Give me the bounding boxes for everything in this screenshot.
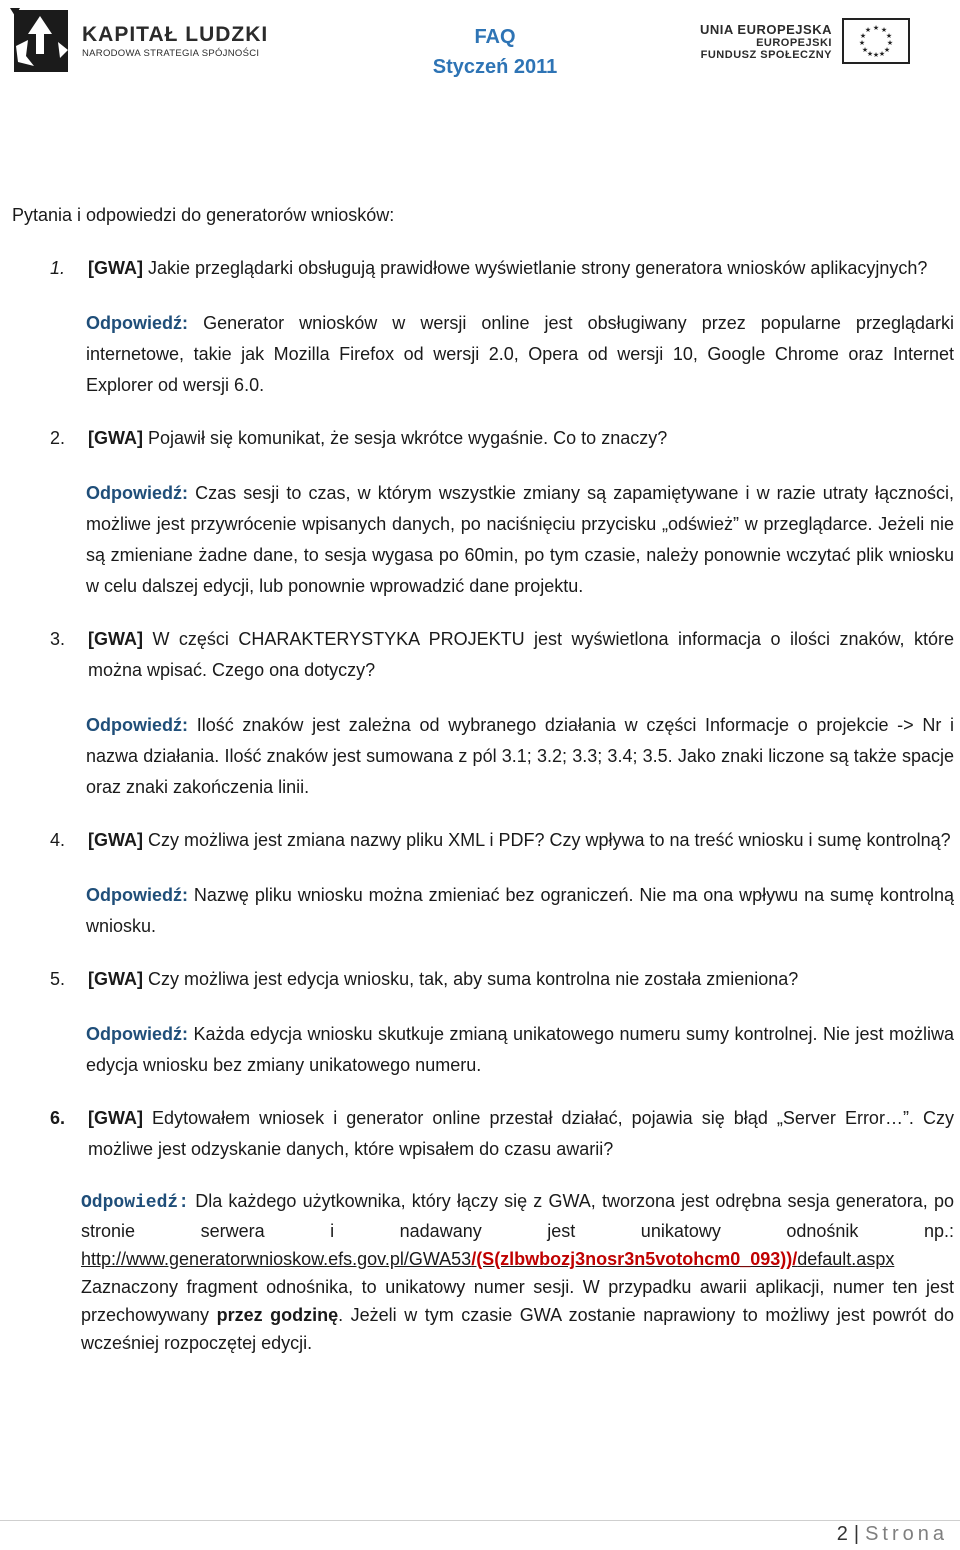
svg-text:★: ★ — [858, 39, 866, 47]
kapital-ludzki-title: KAPITAŁ LUDZKI — [82, 23, 269, 46]
eu-logo-line3: FUNDUSZ SPOŁECZNY — [700, 48, 832, 61]
url-session-id: /(S(zlbwbozj3nosr3n5votohcm0_093))/ — [471, 1249, 798, 1269]
svg-text:★: ★ — [872, 51, 880, 59]
url-start: http://www.generatorwnioskow.efs.gov.pl/GWA53 — [81, 1249, 472, 1269]
faq-title: FAQ — [474, 26, 516, 48]
gwa-tag: [GWA] — [88, 629, 143, 649]
page-word: Strona — [865, 1523, 948, 1545]
answer-4 — [86, 880, 954, 942]
question-3 — [12, 624, 954, 686]
question-text: Edytowałem wniosek i generator online przestał działać, pojawia się błąd „Server Error…”. Czy możliwe jest odzyskanie danych, które wpisałem do czasu awarii? — [88, 1108, 954, 1159]
answer-label: Odpowiedź: — [86, 715, 188, 735]
kapital-ludzki-emblem-icon — [6, 6, 72, 76]
answer-text: Ilość znaków jest zależna od wybranego działania w części Informacje o projekcie -> Nr i nazwa działania. Ilość znaków jest sumowana z pól 3.1; 3.2; 3.3; 3.4; 3.5. Jako znaki liczone są także spacje oraz znaki zakończenia linii. — [86, 715, 954, 797]
answer-text-3: . Jeżeli w tym czasie GWA zostanie naprawiony to możliwy jest powrót do wcześniej rozpoczętej edycji. — [81, 1305, 954, 1353]
question-number: 6. — [50, 1108, 66, 1128]
svg-text:★: ★ — [866, 50, 874, 58]
faq-content — [12, 200, 954, 1357]
question-5 — [12, 964, 954, 995]
kapital-ludzki-subtitle: NARODOWA STRATEGIA SPÓJNOŚCI — [82, 48, 260, 59]
answer-text: Czas sesji to czas, w którym wszystkie zmiany są zapamiętywane i w razie utraty łączności, możliwe jest przywrócenie wpisanych danych, po naciśnięciu przycisku „odśwież” w przeglądarce. Jeżeli nie są zmieniane żadne dane, to sesja wygasa po 60min, po tym czasie, należy ponownie wczytać plik wniosku w celu dalszej edycji, lub ponownie wprowadzić dane projektu. — [86, 483, 954, 596]
gwa-tag: [GWA] — [88, 830, 143, 850]
question-text: Czy możliwa jest edycja wniosku, tak, aby suma kontrolna nie została zmieniona? — [148, 969, 799, 989]
gwa-tag: [GWA] — [88, 258, 143, 278]
svg-text:★: ★ — [878, 50, 886, 58]
answer-text-2: Zaznaczony fragment odnośnika, to unikatowy numer sesji. W przypadku awarii aplikacji, numer ten jest przechowywany — [81, 1277, 954, 1325]
answer-label: Odpowiedź: — [81, 1193, 190, 1213]
question-text: Pojawił się komunikat, że sesja wkrótce wygaśnie. Co to znaczy? — [148, 428, 668, 448]
question-6 — [12, 1103, 954, 1165]
answer-text-bold: przez godzinę — [216, 1305, 339, 1325]
svg-text:★: ★ — [885, 32, 893, 40]
question-2 — [12, 423, 954, 454]
gwa-tag: [GWA] — [88, 428, 143, 448]
question-number: 1. — [50, 258, 66, 278]
answer-text: Każda edycja wniosku skutkuje zmianą unikatowego numeru sumy kontrolnej. Nie jest możliwa edycja wniosku bez zmiany unikatowego numeru. — [86, 1024, 954, 1075]
svg-text:★: ★ — [880, 26, 888, 34]
answer-3 — [86, 710, 954, 803]
svg-text:★: ★ — [883, 46, 891, 54]
footer-separator: | — [853, 1523, 860, 1545]
answer-2 — [86, 478, 954, 602]
question-number: 4. — [50, 830, 66, 850]
header-title-block — [415, 22, 575, 82]
answer-text: Nazwę pliku wniosku można zmieniać bez ograniczeń. Nie ma ona wpływu na sumę kontrolną wniosku. — [86, 885, 954, 936]
question-number: 5. — [50, 969, 66, 989]
answer-text: Dla każdego użytkownika, który łączy się z GWA, tworzona jest odrębna sesja generatora, po stronie serwera i nadawany jest unikatowy odnośnik np.: — [81, 1191, 954, 1241]
kapital-ludzki-logo — [6, 6, 268, 76]
question-text: W części CHARAKTERYSTYKA PROJEKTU jest wyświetlona informacja o ilości znaków, które można wpisać. Czego ona dotyczy? — [88, 629, 954, 680]
answer-1 — [86, 308, 954, 401]
gwa-tag: [GWA] — [88, 1108, 143, 1128]
answer-label: Odpowiedź: — [86, 483, 188, 503]
svg-text:★: ★ — [886, 39, 894, 47]
eu-logo-line1: UNIA EUROPEJSKA — [700, 21, 832, 37]
svg-text:★: ★ — [872, 24, 880, 32]
question-text: Jakie przeglądarki obsługują prawidłowe wyświetlanie strony generatora wniosków aplikacyjnych? — [148, 258, 928, 278]
svg-text:★: ★ — [859, 32, 867, 40]
answer-label: Odpowiedź: — [86, 313, 188, 333]
svg-text:★: ★ — [861, 46, 869, 54]
eu-flag-icon — [842, 18, 910, 64]
question-number: 3. — [50, 629, 66, 649]
answer-label: Odpowiedź: — [86, 885, 188, 905]
question-number: 2. — [50, 428, 66, 448]
eu-logo-line2: EUROPEJSKI — [756, 36, 832, 49]
answer-label: Odpowiedź: — [86, 1024, 188, 1044]
question-1 — [12, 253, 954, 284]
faq-date: Styczeń 2011 — [432, 56, 558, 78]
question-4 — [12, 825, 954, 856]
answer-6 — [81, 1187, 954, 1357]
footer-divider — [0, 1520, 960, 1521]
url-end: default.aspx — [797, 1249, 895, 1269]
svg-text:★: ★ — [864, 26, 872, 34]
session-url-link[interactable] — [81, 1249, 894, 1269]
page-footer — [837, 1523, 948, 1546]
eu-logo — [700, 18, 910, 64]
intro-text: Pytania i odpowiedzi do generatorów wniosków: — [12, 205, 395, 225]
question-text: Czy możliwa jest zmiana nazwy pliku XML i PDF? Czy wpływa to na treść wniosku i sumę kontrolną? — [148, 830, 951, 850]
page-header — [0, 0, 960, 80]
gwa-tag: [GWA] — [88, 969, 143, 989]
answer-5 — [86, 1019, 954, 1081]
answer-text: Generator wniosków w wersji online jest obsługiwany przez popularne przeglądarki internetowe, takie jak Mozilla Firefox od wersji 2.0, Opera od wersji 10, Google Chrome oraz Internet Explorer od wersji 6.0. — [86, 313, 954, 395]
page-number: 2 — [836, 1523, 848, 1545]
